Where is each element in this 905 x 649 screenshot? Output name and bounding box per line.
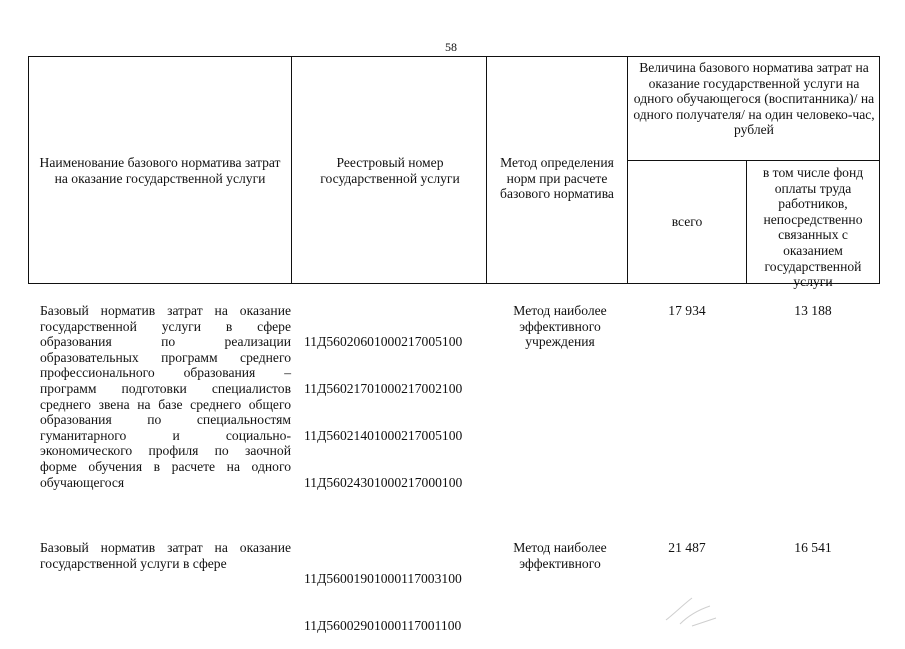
- row-1-codes: [304, 303, 494, 506]
- col-line-3: [627, 56, 628, 284]
- row-2-codes: [304, 540, 494, 649]
- header-registry-column: Реестровый номер государственной услуги: [320, 155, 460, 186]
- col-line-4: [746, 160, 747, 284]
- row-1-method: Метод наиболее эффективного учреждения: [513, 303, 607, 350]
- col-line-1: [291, 56, 292, 284]
- row-2-code: 11Д56001901000117003100: [304, 571, 462, 587]
- row-1-payroll: 13 188: [794, 303, 832, 318]
- header-total-column: всего: [671, 214, 703, 229]
- row-2-method: Метод наиболее эффективного: [513, 540, 607, 571]
- header-method-column: Метод определения норм при расчете базового норматива: [500, 155, 614, 202]
- row-1-total: 17 934: [668, 303, 706, 318]
- col-line-5: [879, 56, 880, 284]
- header-payroll-column: в том числе фонд оплаты труда работников, непосредственно связанных с оказанием государственной услуги: [762, 165, 864, 290]
- row-2-total: 21 487: [668, 540, 706, 555]
- scan-mark-icon: [662, 590, 722, 630]
- col-line-2: [486, 56, 487, 284]
- row-2-code: 11Д56002901000117001100: [304, 617, 462, 633]
- row-2-name: Базовый норматив затрат на оказание государственной услуги в сфере: [40, 540, 291, 571]
- col-line-0: [28, 56, 29, 284]
- page-number: 58: [445, 40, 457, 54]
- row-1-code: 11Д56021701000217002100: [304, 380, 463, 396]
- table-border-top: [28, 56, 880, 57]
- row-1-code: 11Д56020601000217005100: [304, 334, 463, 350]
- row-2-payroll: 16 541: [794, 540, 832, 555]
- header-value-group: Величина базового норматива затрат на оказание государственной услуги на одного обучающегося (воспитанника)/ на одного получателя/ на один человеко-час, рублей: [633, 60, 875, 138]
- header-name-column: Наименование базового норматива затрат на оказание государственной услуги: [39, 155, 281, 186]
- row-1-code: 11Д56021401000217005100: [304, 427, 463, 443]
- header-subdivider: [627, 160, 880, 161]
- row-1-code: 11Д56024301000217000100: [304, 474, 463, 490]
- row-1-name: Базовый норматив затрат на оказание государственной услуги в сфере образования по реализации образовательных программ среднего профессионального образования – программ подготовки специалистов среднего звена на базе среднего общего образования по специальностям гуманитарного и социально-экономического профиля по заочной форме обучения в расчете на одного обучающегося: [40, 303, 291, 490]
